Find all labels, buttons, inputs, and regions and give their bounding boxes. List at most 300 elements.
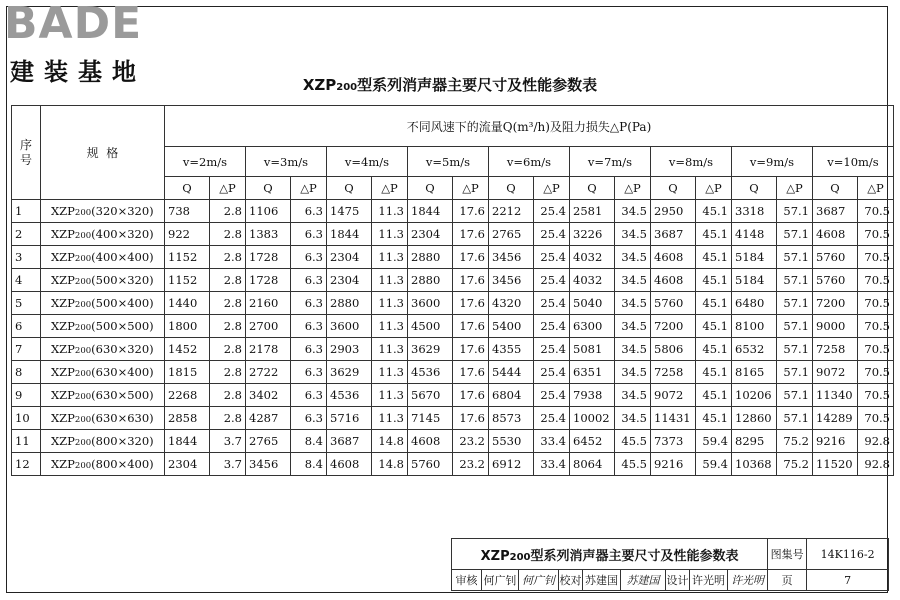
design-name: 许光明: [690, 570, 728, 591]
tb-title-prefix: XZP: [480, 548, 510, 564]
flow-cell: 3687: [651, 223, 696, 246]
pressure-cell: 33.4: [534, 430, 570, 453]
pressure-cell: 6.3: [291, 246, 327, 269]
pressure-dp-header: △P: [372, 177, 408, 200]
pressure-dp-header: △P: [534, 177, 570, 200]
pressure-cell: 92.8: [858, 453, 894, 476]
flow-cell: 1152: [165, 269, 210, 292]
row-spec: [41, 407, 165, 430]
review-label: 审核: [452, 570, 482, 591]
pressure-cell: 25.4: [534, 200, 570, 223]
flow-cell: 4032: [570, 246, 615, 269]
flow-cell: 9072: [651, 384, 696, 407]
pressure-cell: 57.1: [777, 384, 813, 407]
row-index: 7: [12, 338, 41, 361]
pressure-cell: 34.5: [615, 269, 651, 292]
flow-cell: 7200: [651, 315, 696, 338]
flow-cell: 8100: [732, 315, 777, 338]
spec-size: (630×630): [91, 411, 154, 425]
pressure-cell: 2.8: [210, 407, 246, 430]
flow-cell: 4320: [489, 292, 534, 315]
pressure-cell: 34.5: [615, 292, 651, 315]
spec-model-sub: 200: [74, 438, 92, 448]
parameter-table: [11, 105, 894, 476]
spec-model: XZP: [51, 411, 75, 425]
pressure-cell: 2.8: [210, 223, 246, 246]
flow-cell: 3687: [813, 200, 858, 223]
table-row: [12, 338, 894, 361]
pressure-cell: 45.5: [615, 430, 651, 453]
pressure-dp-header: △P: [291, 177, 327, 200]
flow-cell: 5806: [651, 338, 696, 361]
pressure-cell: 45.1: [696, 200, 732, 223]
flow-q-header: Q: [570, 177, 615, 200]
pressure-cell: 17.6: [453, 338, 489, 361]
pressure-cell: 2.8: [210, 338, 246, 361]
flow-cell: 2268: [165, 384, 210, 407]
bade-logo: [4, 2, 174, 84]
flow-cell: 10206: [732, 384, 777, 407]
pressure-cell: 70.5: [858, 338, 894, 361]
flow-cell: 10368: [732, 453, 777, 476]
flow-cell: 12860: [732, 407, 777, 430]
pressure-cell: 45.1: [696, 292, 732, 315]
spec-model-sub: 200: [74, 415, 92, 425]
spec-model-sub: 200: [74, 300, 92, 310]
flow-cell: 2178: [246, 338, 291, 361]
pressure-cell: 57.1: [777, 315, 813, 338]
pressure-cell: 34.5: [615, 246, 651, 269]
spec-model: XZP: [51, 342, 75, 356]
pressure-cell: 34.5: [615, 338, 651, 361]
flow-header: 不同风速下的流量Q(m³/h)及阻力损失△P(Pa): [165, 106, 894, 147]
flow-cell: 8573: [489, 407, 534, 430]
pressure-cell: 25.4: [534, 361, 570, 384]
pressure-dp-header: △P: [777, 177, 813, 200]
check-name: 苏建国: [583, 570, 621, 591]
flow-cell: 2304: [408, 223, 453, 246]
pressure-cell: 11.3: [372, 292, 408, 315]
pressure-cell: 17.6: [453, 384, 489, 407]
flow-cell: 1728: [246, 269, 291, 292]
index-header-label: 序号: [19, 137, 32, 167]
row-index: 1: [12, 200, 41, 223]
flow-cell: 3629: [327, 361, 372, 384]
flow-cell: 6532: [732, 338, 777, 361]
table-row: [12, 200, 894, 223]
flow-cell: 3600: [408, 292, 453, 315]
pressure-cell: 34.5: [615, 361, 651, 384]
flow-cell: 2950: [651, 200, 696, 223]
pressure-cell: 57.1: [777, 200, 813, 223]
flow-cell: 5400: [489, 315, 534, 338]
flow-cell: 2880: [408, 269, 453, 292]
table-row: [12, 246, 894, 269]
pressure-dp-header: △P: [615, 177, 651, 200]
pressure-cell: 11.3: [372, 407, 408, 430]
page-number: 7: [807, 570, 889, 591]
flow-cell: 1844: [408, 200, 453, 223]
row-spec: [41, 315, 165, 338]
spec-model-sub: 200: [74, 323, 92, 333]
flow-cell: 6452: [570, 430, 615, 453]
review-signature: 何广钊: [519, 570, 559, 591]
pressure-cell: 25.4: [534, 223, 570, 246]
flow-cell: 922: [165, 223, 210, 246]
pressure-cell: 23.2: [453, 453, 489, 476]
flow-cell: 5184: [732, 269, 777, 292]
table-row: [12, 361, 894, 384]
design-signature: 许光明: [728, 570, 768, 591]
title-block: [451, 538, 889, 591]
spec-size: (500×400): [91, 296, 154, 310]
flow-cell: 8295: [732, 430, 777, 453]
flow-cell: 7145: [408, 407, 453, 430]
velocity-header: v=6m/s: [489, 147, 570, 177]
flow-cell: 2700: [246, 315, 291, 338]
check-label: 校对: [559, 570, 583, 591]
pressure-cell: 2.8: [210, 292, 246, 315]
flow-cell: 11340: [813, 384, 858, 407]
flow-cell: 2581: [570, 200, 615, 223]
flow-cell: 5760: [813, 269, 858, 292]
pressure-cell: 6.3: [291, 269, 327, 292]
title-rest: 型系列消声器主要尺寸及性能参数表: [357, 76, 598, 94]
flow-cell: 2880: [408, 246, 453, 269]
flow-cell: 11431: [651, 407, 696, 430]
spec-size: (630×500): [91, 388, 154, 402]
spec-size: (500×320): [91, 273, 154, 287]
velocity-header: v=7m/s: [570, 147, 651, 177]
flow-cell: 1106: [246, 200, 291, 223]
pressure-cell: 6.3: [291, 292, 327, 315]
table-row: [12, 223, 894, 246]
table-row: [12, 292, 894, 315]
pressure-cell: 6.3: [291, 200, 327, 223]
pressure-cell: 45.5: [615, 453, 651, 476]
page-label: 页: [768, 570, 807, 591]
pressure-cell: 70.5: [858, 292, 894, 315]
pressure-cell: 6.3: [291, 315, 327, 338]
velocity-header: v=5m/s: [408, 147, 489, 177]
title-subscript: 200: [336, 82, 358, 93]
pressure-cell: 2.8: [210, 269, 246, 292]
flow-cell: 2765: [489, 223, 534, 246]
pressure-cell: 70.5: [858, 407, 894, 430]
logo-wordmark: BADE: [4, 0, 143, 49]
pressure-cell: 11.3: [372, 315, 408, 338]
velocity-header: v=9m/s: [732, 147, 813, 177]
flow-cell: 3318: [732, 200, 777, 223]
atlas-number: 14K116-2: [807, 539, 889, 570]
velocity-header: v=8m/s: [651, 147, 732, 177]
spec-model: XZP: [51, 296, 75, 310]
row-index: 11: [12, 430, 41, 453]
flow-cell: 5081: [570, 338, 615, 361]
pressure-cell: 23.2: [453, 430, 489, 453]
pressure-cell: 57.1: [777, 407, 813, 430]
pressure-cell: 57.1: [777, 269, 813, 292]
pressure-cell: 11.3: [372, 200, 408, 223]
flow-cell: 1844: [327, 223, 372, 246]
pressure-cell: 70.5: [858, 246, 894, 269]
flow-cell: 14289: [813, 407, 858, 430]
flow-cell: 9216: [651, 453, 696, 476]
flow-cell: 2722: [246, 361, 291, 384]
flow-q-header: Q: [651, 177, 696, 200]
flow-cell: 7938: [570, 384, 615, 407]
tb-title-rest: 型系列消声器主要尺寸及性能参数表: [530, 548, 739, 564]
flow-cell: 2880: [327, 292, 372, 315]
flow-cell: 5040: [570, 292, 615, 315]
flow-cell: 5184: [732, 246, 777, 269]
pressure-cell: 45.1: [696, 269, 732, 292]
flow-cell: 1800: [165, 315, 210, 338]
flow-cell: 10002: [570, 407, 615, 430]
table-row: [12, 430, 894, 453]
flow-cell: 9072: [813, 361, 858, 384]
spec-size: (400×400): [91, 250, 154, 264]
flow-cell: 6804: [489, 384, 534, 407]
flow-cell: 6912: [489, 453, 534, 476]
pressure-cell: 33.4: [534, 453, 570, 476]
pressure-cell: 59.4: [696, 453, 732, 476]
flow-cell: 5716: [327, 407, 372, 430]
spec-model: XZP: [51, 388, 75, 402]
flow-cell: 7373: [651, 430, 696, 453]
flow-cell: 1152: [165, 246, 210, 269]
spec-size: (400×320): [91, 227, 154, 241]
flow-cell: 1383: [246, 223, 291, 246]
table-row: [12, 384, 894, 407]
flow-cell: 6351: [570, 361, 615, 384]
pressure-cell: 45.1: [696, 223, 732, 246]
pressure-cell: 2.8: [210, 315, 246, 338]
pressure-cell: 6.3: [291, 223, 327, 246]
row-index: 2: [12, 223, 41, 246]
table-row: [12, 453, 894, 476]
flow-cell: 3456: [246, 453, 291, 476]
flow-cell: 3600: [327, 315, 372, 338]
row-spec: [41, 384, 165, 407]
pressure-cell: 70.5: [858, 361, 894, 384]
flow-cell: 9000: [813, 315, 858, 338]
pressure-cell: 70.5: [858, 315, 894, 338]
flow-cell: 3456: [489, 246, 534, 269]
pressure-cell: 17.6: [453, 292, 489, 315]
pressure-cell: 57.1: [777, 361, 813, 384]
flow-cell: 1440: [165, 292, 210, 315]
pressure-cell: 25.4: [534, 315, 570, 338]
pressure-cell: 25.4: [534, 269, 570, 292]
flow-cell: 738: [165, 200, 210, 223]
spec-model-sub: 200: [74, 461, 92, 471]
pressure-cell: 70.5: [858, 384, 894, 407]
pressure-cell: 17.6: [453, 269, 489, 292]
flow-q-header: Q: [408, 177, 453, 200]
pressure-cell: 34.5: [615, 223, 651, 246]
flow-cell: 4148: [732, 223, 777, 246]
pressure-cell: 45.1: [696, 338, 732, 361]
pressure-cell: 11.3: [372, 223, 408, 246]
table-row: [12, 315, 894, 338]
index-header: [12, 106, 41, 200]
pressure-cell: 8.4: [291, 453, 327, 476]
flow-cell: 4608: [327, 453, 372, 476]
flow-cell: 1475: [327, 200, 372, 223]
tb-title-sub: 200: [509, 551, 531, 563]
pressure-cell: 70.5: [858, 200, 894, 223]
logo-subtitle: 建装基地: [10, 58, 146, 86]
pressure-cell: 6.3: [291, 361, 327, 384]
pressure-cell: 70.5: [858, 269, 894, 292]
pressure-cell: 2.8: [210, 384, 246, 407]
pressure-cell: 3.7: [210, 430, 246, 453]
pressure-cell: 57.1: [777, 246, 813, 269]
flow-q-header: Q: [732, 177, 777, 200]
row-spec: [41, 269, 165, 292]
pressure-cell: 17.6: [453, 361, 489, 384]
flow-cell: 4536: [408, 361, 453, 384]
row-spec: [41, 292, 165, 315]
title-block-title: [452, 539, 768, 570]
table-row: [12, 269, 894, 292]
flow-cell: 4500: [408, 315, 453, 338]
flow-cell: 1844: [165, 430, 210, 453]
pressure-cell: 6.3: [291, 338, 327, 361]
row-index: 10: [12, 407, 41, 430]
row-spec: [41, 200, 165, 223]
flow-q-header: Q: [813, 177, 858, 200]
spec-model: XZP: [51, 365, 75, 379]
row-spec: [41, 246, 165, 269]
pressure-cell: 70.5: [858, 223, 894, 246]
flow-cell: 5530: [489, 430, 534, 453]
pressure-cell: 11.3: [372, 361, 408, 384]
pressure-cell: 45.1: [696, 407, 732, 430]
flow-cell: 7258: [813, 338, 858, 361]
pressure-cell: 45.1: [696, 384, 732, 407]
flow-cell: 5760: [813, 246, 858, 269]
pressure-cell: 2.8: [210, 200, 246, 223]
spec-model: XZP: [51, 319, 75, 333]
pressure-cell: 2.8: [210, 361, 246, 384]
design-label: 设计: [666, 570, 690, 591]
flow-q-header: Q: [165, 177, 210, 200]
flow-cell: 1728: [246, 246, 291, 269]
atlas-label: 图集号: [768, 539, 807, 570]
row-index: 9: [12, 384, 41, 407]
flow-cell: 2304: [327, 269, 372, 292]
spec-size: (800×400): [91, 457, 154, 471]
flow-cell: 1815: [165, 361, 210, 384]
flow-cell: 7258: [651, 361, 696, 384]
flow-cell: 4355: [489, 338, 534, 361]
flow-cell: 3226: [570, 223, 615, 246]
flow-cell: 8064: [570, 453, 615, 476]
flow-cell: 4032: [570, 269, 615, 292]
flow-cell: 2304: [327, 246, 372, 269]
pressure-cell: 75.2: [777, 430, 813, 453]
spec-model: XZP: [51, 457, 75, 471]
pressure-cell: 14.8: [372, 430, 408, 453]
spec-model-sub: 200: [74, 369, 92, 379]
spec-model: XZP: [51, 273, 75, 287]
row-index: 5: [12, 292, 41, 315]
row-index: 6: [12, 315, 41, 338]
flow-cell: 4536: [327, 384, 372, 407]
row-spec: [41, 361, 165, 384]
flow-cell: 4608: [651, 246, 696, 269]
flow-cell: 2858: [165, 407, 210, 430]
flow-cell: 3687: [327, 430, 372, 453]
title-prefix: XZP: [302, 76, 337, 94]
pressure-cell: 3.7: [210, 453, 246, 476]
pressure-cell: 34.5: [615, 384, 651, 407]
flow-cell: 3456: [489, 269, 534, 292]
flow-cell: 2903: [327, 338, 372, 361]
spec-model-sub: 200: [74, 254, 92, 264]
pressure-cell: 14.8: [372, 453, 408, 476]
spec-size: (630×320): [91, 342, 154, 356]
pressure-cell: 8.4: [291, 430, 327, 453]
spec-model: XZP: [51, 434, 75, 448]
pressure-cell: 11.3: [372, 269, 408, 292]
flow-cell: 2160: [246, 292, 291, 315]
flow-cell: 2304: [165, 453, 210, 476]
flow-cell: 4287: [246, 407, 291, 430]
spec-model: XZP: [51, 250, 75, 264]
pressure-dp-header: △P: [453, 177, 489, 200]
spec-model-sub: 200: [74, 346, 92, 356]
spec-model: XZP: [51, 204, 75, 218]
spec-size: (320×320): [91, 204, 154, 218]
velocity-header: v=4m/s: [327, 147, 408, 177]
pressure-dp-header: △P: [696, 177, 732, 200]
spec-size: (630×400): [91, 365, 154, 379]
flow-cell: 5670: [408, 384, 453, 407]
row-spec: [41, 453, 165, 476]
flow-cell: 4608: [813, 223, 858, 246]
pressure-cell: 92.8: [858, 430, 894, 453]
pressure-cell: 17.6: [453, 223, 489, 246]
spec-header: 规 格: [41, 106, 165, 200]
flow-q-header: Q: [246, 177, 291, 200]
pressure-cell: 75.2: [777, 453, 813, 476]
flow-cell: 5444: [489, 361, 534, 384]
flow-cell: 4608: [651, 269, 696, 292]
check-signature: 苏建国: [621, 570, 666, 591]
flow-cell: 11520: [813, 453, 858, 476]
pressure-cell: 57.1: [777, 338, 813, 361]
pressure-cell: 17.6: [453, 407, 489, 430]
pressure-cell: 25.4: [534, 338, 570, 361]
row-index: 12: [12, 453, 41, 476]
flow-cell: 3402: [246, 384, 291, 407]
spec-size: (500×500): [91, 319, 154, 333]
pressure-cell: 25.4: [534, 246, 570, 269]
velocity-header: v=3m/s: [246, 147, 327, 177]
flow-cell: 4608: [408, 430, 453, 453]
pressure-cell: 17.6: [453, 315, 489, 338]
pressure-cell: 34.5: [615, 407, 651, 430]
velocity-header: v=2m/s: [165, 147, 246, 177]
row-index: 3: [12, 246, 41, 269]
flow-cell: 1452: [165, 338, 210, 361]
row-spec: [41, 430, 165, 453]
pressure-cell: 25.4: [534, 292, 570, 315]
flow-cell: 7200: [813, 292, 858, 315]
